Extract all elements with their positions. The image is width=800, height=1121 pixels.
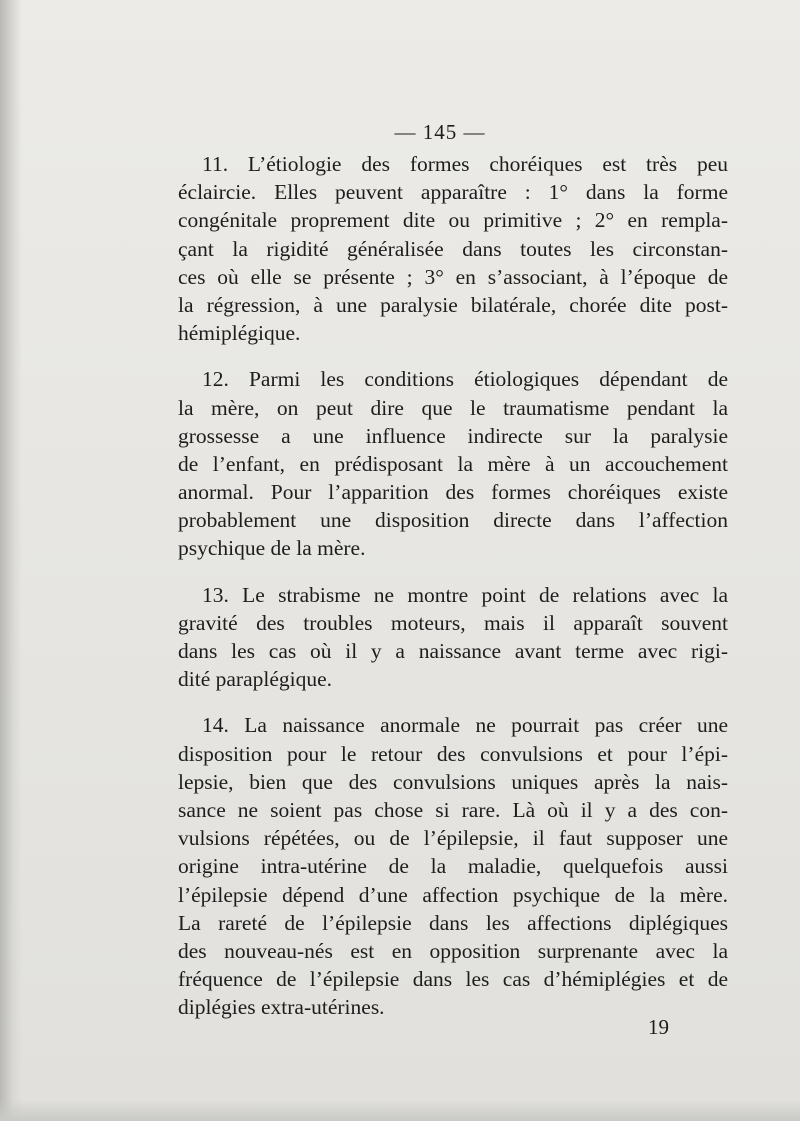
text-line: 14. La naissance anormale ne pourrait pas créer une [202, 713, 728, 738]
text-line: hémiplégique. [178, 321, 301, 346]
text-line: éclaircie. Elles peuvent apparaître : 1° dans la forme [178, 180, 728, 205]
page-number: — 145 — [394, 120, 486, 144]
text-line: vulsions répétées, ou de l’épilepsie, il faut supposer une [178, 826, 728, 851]
text-line: l’épilepsie dépend d’une affection psychique de la mère. [178, 882, 728, 907]
paragraph-11 [178, 150, 728, 347]
text-line: fréquence de l’épilepsie dans les cas d’hémiplégies et de [178, 967, 728, 992]
paragraph-14 [178, 711, 728, 1021]
signature-mark: 19 [648, 1015, 669, 1039]
text-line: psychique de la mère. [178, 536, 366, 561]
text-line: anormal. Pour l’apparition des formes choréiques existe [178, 480, 728, 505]
text-line: diplégies extra-utérines. [178, 995, 385, 1020]
text-line: 13. Le strabisme ne montre point de relations avec la [202, 582, 728, 607]
text-line: La rareté de l’épilepsie dans les affections diplégiques [178, 910, 728, 935]
text-line: sance ne soient pas chose si rare. Là où il y a des con- [178, 797, 728, 822]
page-bottom-shadow [0, 1099, 800, 1121]
text-line: des nouveau-nés est en opposition surprenante avec la [178, 938, 728, 963]
text-line: origine intra-utérine de la maladie, quelquefois aussi [178, 854, 728, 879]
paragraph-13 [178, 581, 728, 694]
body-text [178, 150, 728, 1039]
text-line: dans les cas où il y a naissance avant terme avec rigi- [178, 639, 728, 663]
text-line: la régression, à une paralysie bilatérale, chorée dite post- [178, 292, 728, 317]
text-line: probablement une disposition directe dans l’affection [178, 508, 728, 533]
text-line: disposition pour le retour des convulsions et pour l’épi- [178, 741, 728, 766]
text-line: çant la rigidité généralisée dans toutes les circonstan- [178, 236, 728, 261]
paragraph-12 [178, 365, 728, 562]
text-line: ces où elle se présente ; 3° en s’associant, à l’époque de [178, 264, 728, 289]
text-line: grossesse a une influence indirecte sur la paralysie [178, 423, 728, 448]
page-gutter-shadow [0, 0, 22, 1121]
text-line: congénitale proprement dite ou primitive ; 2° en rempla- [178, 208, 728, 233]
text-line: la mère, on peut dire que le traumatisme pendant la [178, 395, 728, 420]
text-line: gravité des troubles moteurs, mais il apparaît souvent [178, 610, 728, 635]
text-line: 12. Parmi les conditions étiologiques dépendant de [202, 367, 728, 392]
text-line: de l’enfant, en prédisposant la mère à un accouchement [178, 451, 728, 476]
text-line: lepsie, bien que des convulsions uniques après la nais- [178, 769, 728, 794]
text-line: 11. L’étiologie des formes choréiques est très peu [202, 152, 728, 176]
text-line: dité paraplégique. [178, 667, 333, 692]
